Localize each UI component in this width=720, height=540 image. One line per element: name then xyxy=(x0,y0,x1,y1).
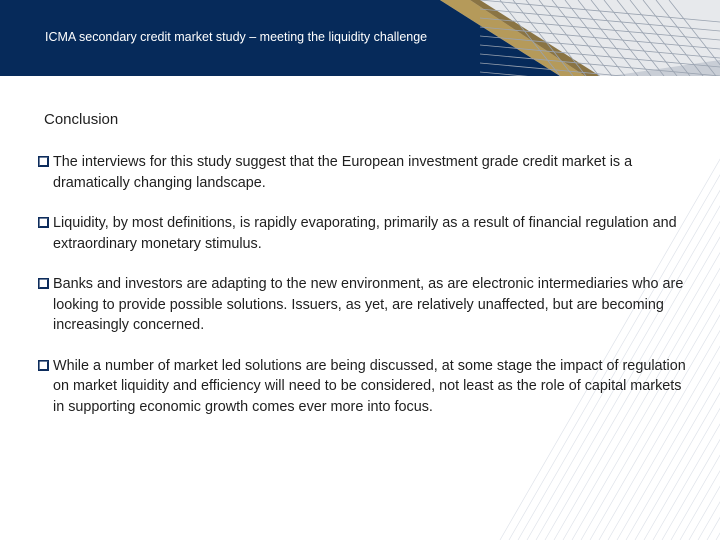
checkbox-square-icon xyxy=(38,278,49,289)
section-heading: Conclusion xyxy=(44,111,119,128)
checkbox-square-icon xyxy=(38,156,49,167)
bullet-item xyxy=(38,274,688,336)
bullet-item xyxy=(38,356,688,418)
header-title: ICMA secondary credit market study – meeting the liquidity challenge xyxy=(45,30,428,44)
bullet-list xyxy=(38,152,688,437)
checkbox-square-icon xyxy=(38,360,49,371)
checkbox-square-icon xyxy=(38,217,49,228)
bullet-text: Liquidity, by most definitions, is rapidly evaporating, primarily as a result of financial regulation and extraordinary monetary stimulus. xyxy=(53,215,677,252)
bullet-item xyxy=(38,152,688,193)
header-band xyxy=(0,0,720,76)
bullet-text: While a number of market led solutions are being discussed, at some stage the impact of regulation on market liquidity and efficiency will need to be considered, not least as the role of capital markets in supporting economic growth comes ever more into focus. xyxy=(53,357,686,415)
bullet-text: The interviews for this study suggest that the European investment grade credit market is a dramatically changing landscape. xyxy=(53,154,633,191)
bullet-item xyxy=(38,213,688,254)
bullet-text: Banks and investors are adapting to the new environment, as are electronic intermediaries who are looking to provide possible solutions. Issuers, as yet, are relatively unaffected, but are becoming increasingly concerned. xyxy=(53,276,684,333)
